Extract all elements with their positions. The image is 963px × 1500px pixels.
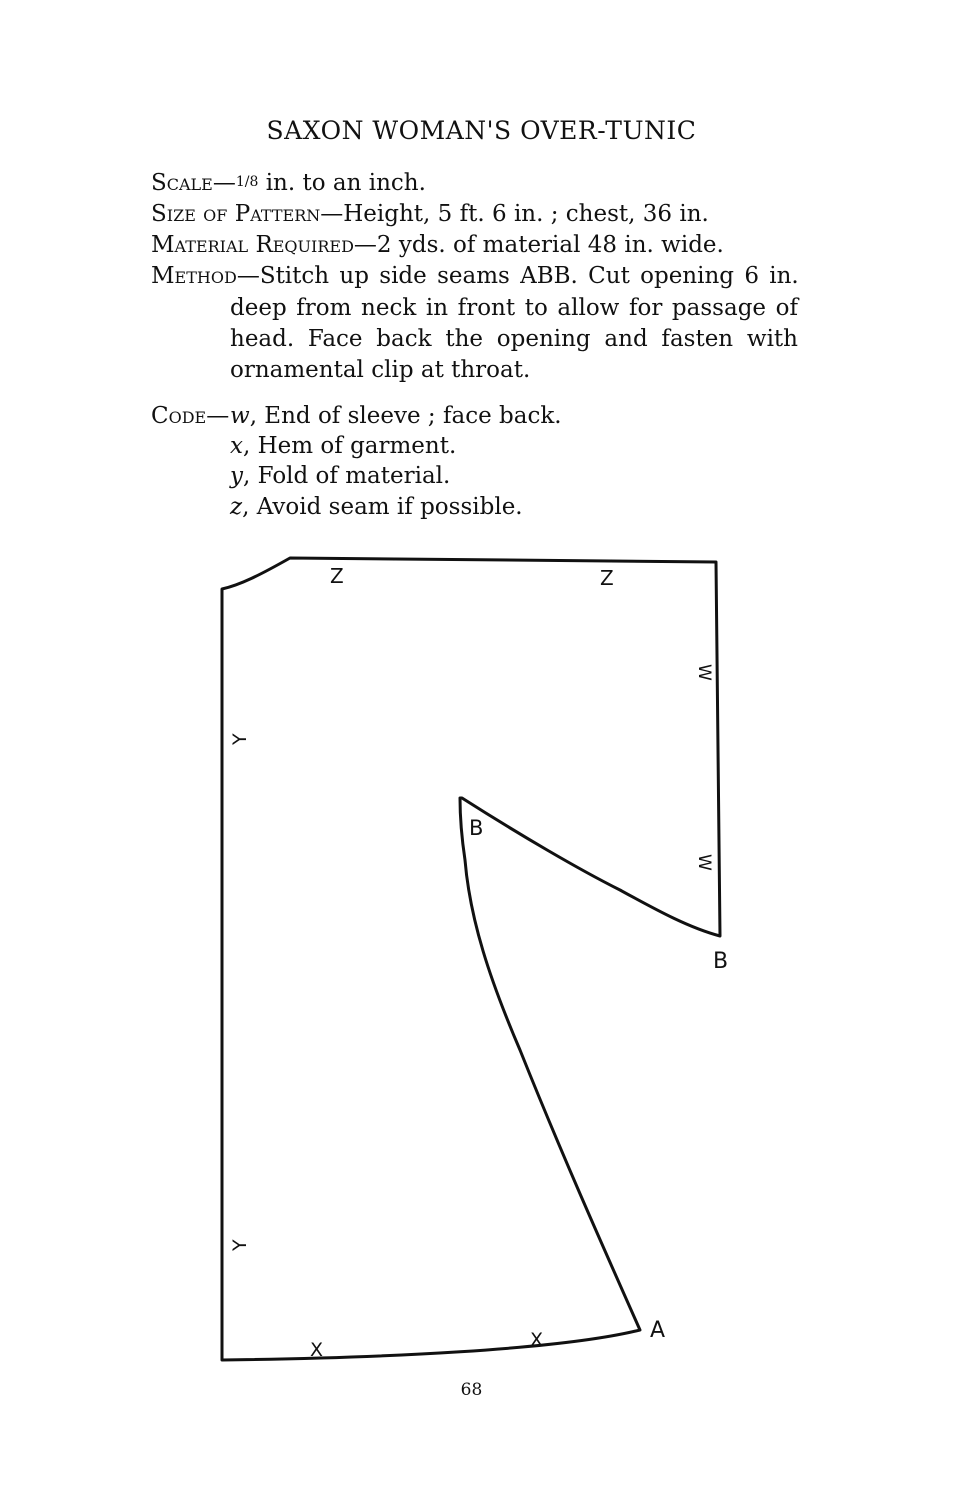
label-z: Z bbox=[600, 566, 614, 590]
label-y: Y bbox=[229, 1239, 251, 1251]
label-w: W bbox=[694, 664, 714, 681]
label-z: Z bbox=[330, 564, 344, 588]
code-letter: y bbox=[230, 463, 243, 489]
scale-text: in. to an inch. bbox=[258, 170, 426, 196]
size-label: Size of Pattern bbox=[151, 201, 321, 227]
code-text: , Hem of garment. bbox=[242, 433, 457, 459]
label-w: W bbox=[694, 854, 714, 871]
method-dash: — bbox=[236, 263, 260, 289]
code-label: Code bbox=[151, 403, 207, 429]
label-b-inner: B bbox=[469, 816, 484, 840]
method-continuation: deep from neck in front to allow for passage of head. Face back the opening and fasten with ornamental clip at throat. bbox=[230, 295, 798, 383]
material-dash: — bbox=[353, 232, 377, 258]
page-title: SAXON WOMAN'S OVER-TUNIC bbox=[266, 116, 697, 145]
code-text: , Fold of material. bbox=[243, 463, 451, 489]
label-x: X bbox=[310, 1339, 324, 1361]
pattern-outline bbox=[222, 558, 720, 1360]
code-dash: — bbox=[206, 403, 230, 429]
page-number: 68 bbox=[460, 1380, 483, 1400]
size-text: Height, 5 ft. 6 in. ; chest, 36 in. bbox=[343, 201, 709, 227]
material-text: 2 yds. of material 48 in. wide. bbox=[376, 232, 724, 258]
scale-fraction: 1/8 bbox=[235, 174, 259, 190]
label-x: X bbox=[530, 1329, 544, 1351]
code-letter: z bbox=[230, 494, 243, 520]
code-text: , End of sleeve ; face back. bbox=[249, 403, 562, 429]
method-first-line: Stitch up side seams ABB. Cut opening 6 in. bbox=[259, 263, 799, 289]
material-label: Material Required bbox=[151, 232, 354, 258]
label-b-outer: B bbox=[713, 949, 729, 974]
label-y: Y bbox=[229, 733, 251, 745]
label-a: A bbox=[650, 1318, 666, 1343]
method-label: Method bbox=[151, 263, 237, 289]
code-letter: x bbox=[230, 433, 243, 459]
code-text: , Avoid seam if possible. bbox=[242, 494, 523, 520]
size-dash: — bbox=[320, 201, 344, 227]
scale-dash: — bbox=[212, 170, 236, 196]
code-letter: w bbox=[230, 403, 250, 429]
scale-label: Scale bbox=[151, 170, 213, 196]
